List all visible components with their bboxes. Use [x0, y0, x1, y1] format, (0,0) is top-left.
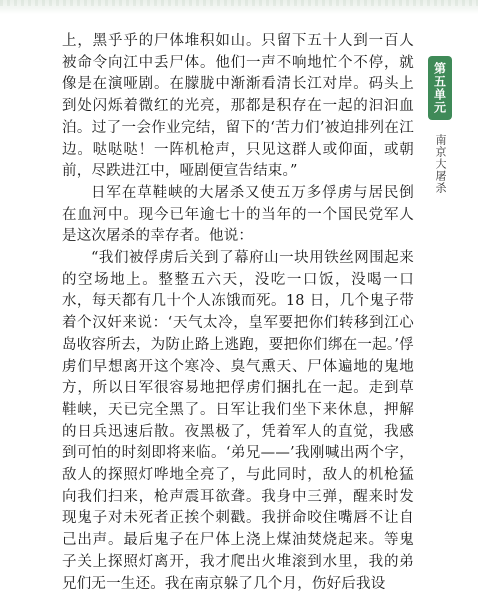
- section-title: 南京大屠杀: [434, 134, 447, 194]
- paragraph-continued: 上，黑乎乎的尸体堆积如山。只留下五十人到一百人被命令向江中丢尸体。他们一声不响地忙个不停，就像是在演哑剧。在朦胧中渐渐看清长江对岸。码头上到处闪烁着微红的光亮，那都是积存在一起的汩汩血泊。过了一会作业完结，留下的‘苦力们’被迫排列在江边。哒哒哒！一阵机枪声，只见这群人或仰面，或朝前，尽跌进江中，哑剧便宣告结束。”: [62, 33, 414, 180]
- chapter-sidebar: [428, 56, 452, 194]
- unit-tab: 第五单元: [428, 56, 452, 120]
- paragraph-caoxiexia-intro: 日军在草鞋峡的大屠杀又使五万多俘虏与居民倒在血河中。现今已年逾七十的当年的一个国民党军人是这次屠杀的幸存者。他说：: [62, 184, 414, 245]
- top-decorative-band: [0, 0, 478, 14]
- page-body: [62, 31, 414, 595]
- paragraph-survivor-testimony: “我们被俘虏后关到了幕府山一块用铁丝网围起来的空场地上。整整五六天，没吃一口饭，没喝一口水，每天都有几十个人冻饿而死。18 日，几个鬼子带着个汉奸来说：‘天气太冷，皇军要把你们转移到江心岛收容所去，为防止路上逃跑，要把你们绑在一起。’俘虏们早想离开这个寒冷、臭气熏天、尸体遍地的鬼地方，所以日军很容易地把俘虏们捆扎在一起。走到草鞋峡，天已完全黑了。日军让我们坐下来休息，押解的日兵迅速后散。夜黑极了，凭着军人的直觉，我感到可怕的时刻即将来临。‘弟兄——’我刚喊出两个字，敌人的探照灯哗地全亮了，与此同时，敌人的机枪猛向我们扫来，枪声震耳欲聋。我身中三弹，醒来时发现鬼子对未死者正挨个刺戳。我拼命咬住嘴唇不让自己出声。最后鬼子在尸体上浇上煤油焚烧起来。等鬼子关上探照灯离开，我才爬出火堆滚到水里，我的弟兄们无一生还。我在南京躲了几个月，伤好后我设: [62, 250, 414, 592]
